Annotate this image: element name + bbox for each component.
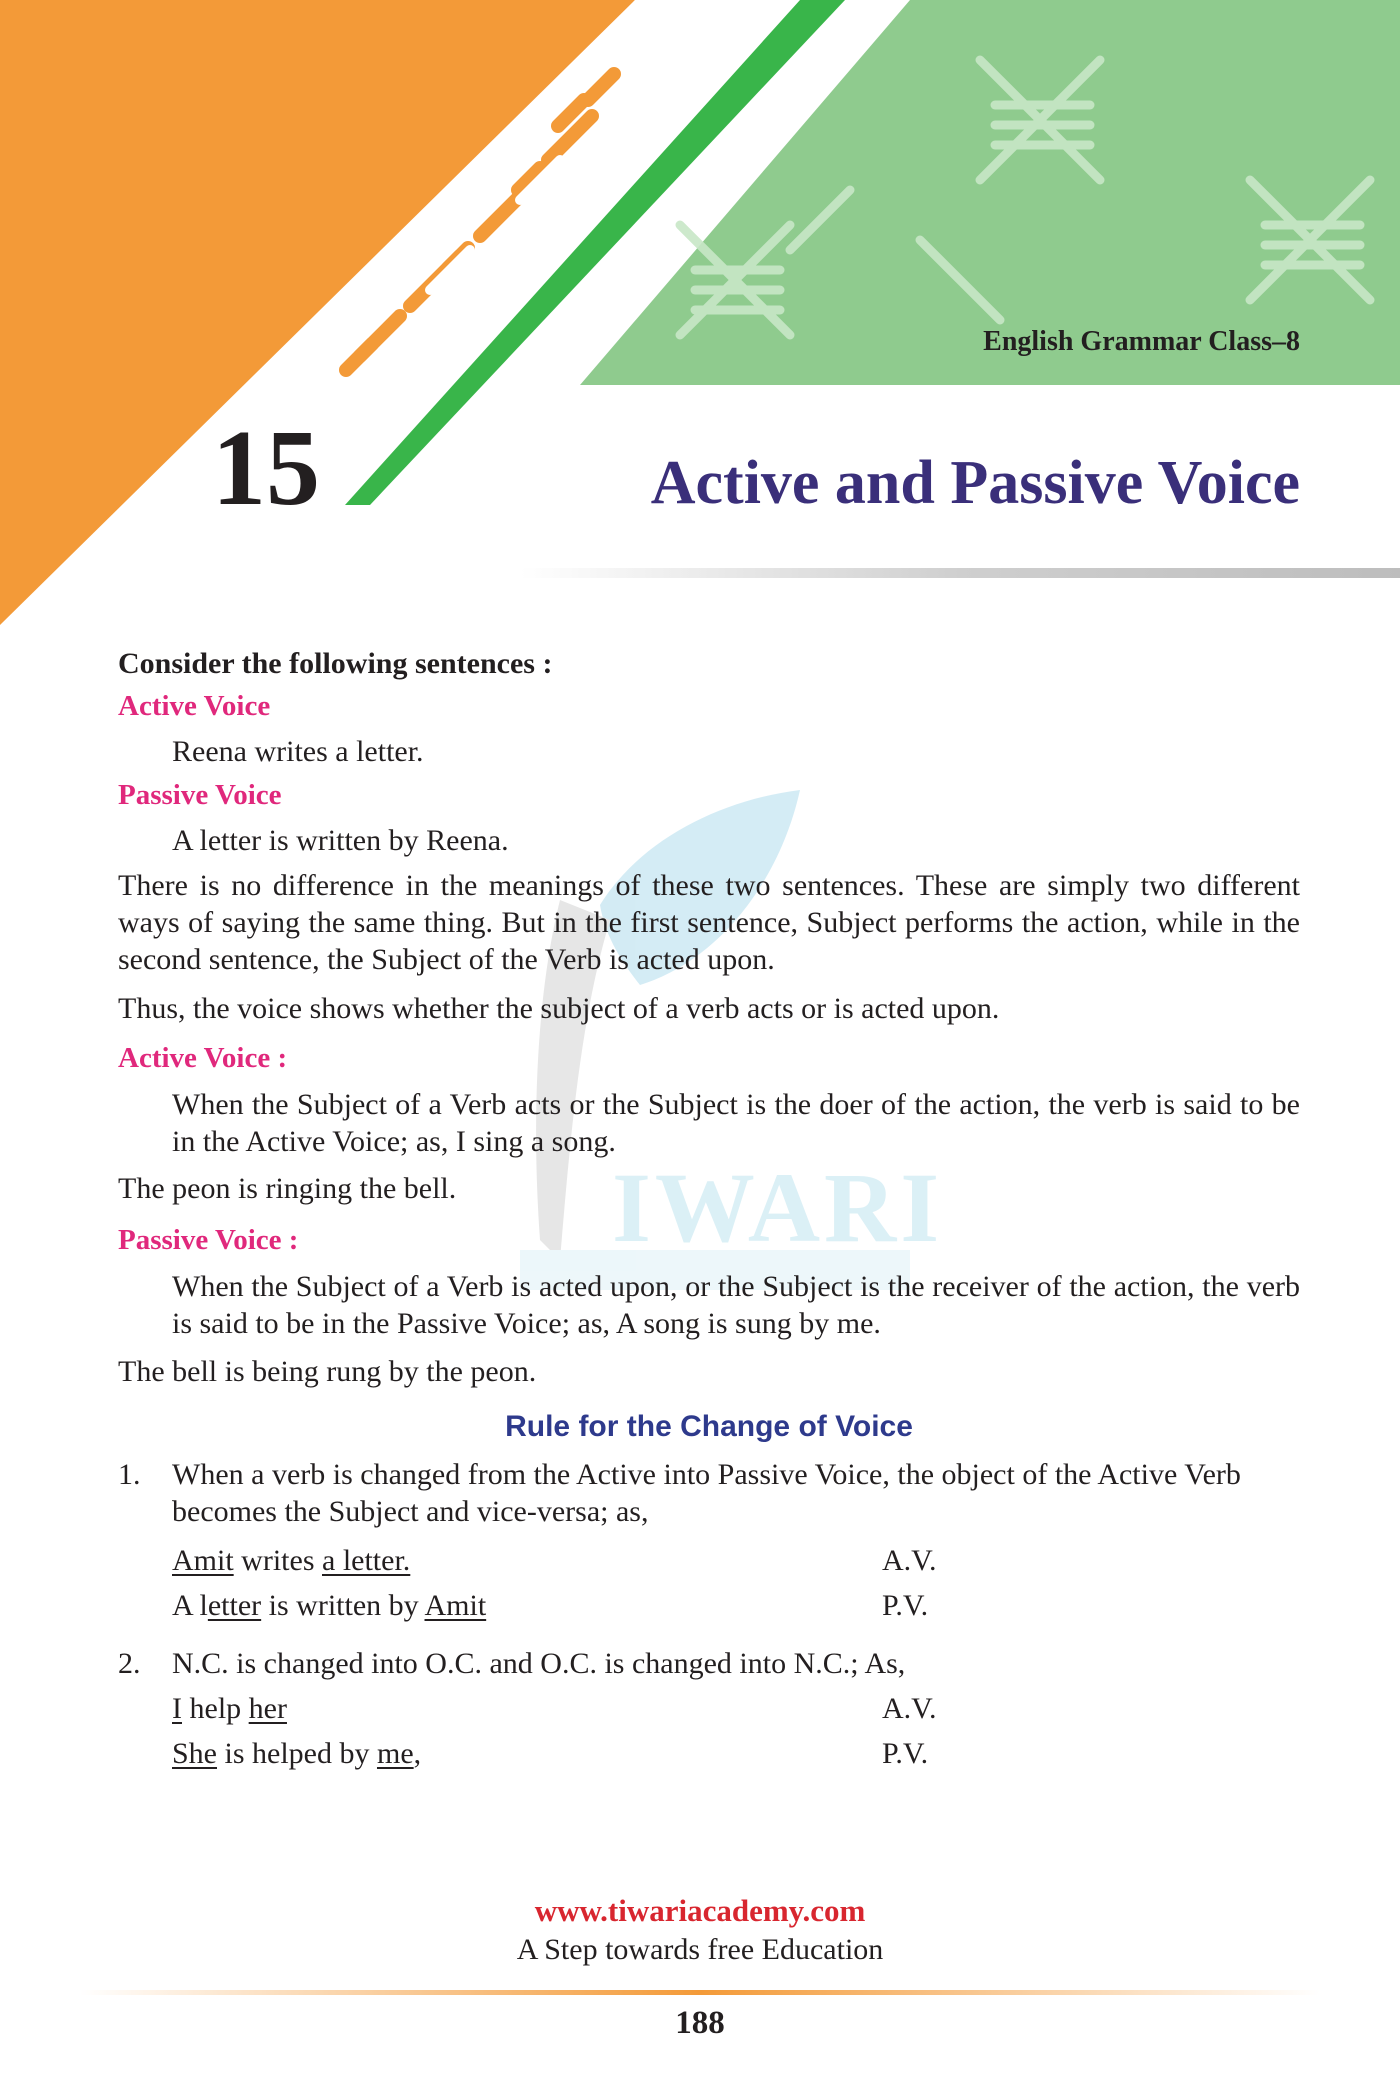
rules-heading: Rule for the Change of Voice bbox=[505, 1410, 913, 1443]
chapter-title: Active and Passive Voice bbox=[650, 449, 1300, 517]
active-voice-heading: Active Voice : bbox=[118, 1042, 288, 1074]
rule-example-passive: She is helped by me, bbox=[172, 1737, 422, 1770]
rule-number: 1. bbox=[118, 1458, 141, 1491]
rule-example-tag: A.V. bbox=[882, 1544, 937, 1577]
passive-voice-heading: Passive Voice : bbox=[118, 1224, 299, 1256]
page-number: 188 bbox=[675, 2005, 725, 2041]
footer-rule bbox=[80, 1990, 1320, 1995]
rule-text: N.C. is changed into O.C. and O.C. is changed into N.C.; As, bbox=[172, 1647, 906, 1680]
rule-text: When a verb is changed from the Active into Passive Voice, the object of the Active Verb becomes the Subject and vice-versa; as, bbox=[172, 1458, 1241, 1528]
website-link[interactable]: www.tiwariacademy.com bbox=[534, 1893, 866, 1928]
rule-example-active: I help her bbox=[172, 1692, 287, 1725]
intro-paragraph: There is no difference in the meanings of these two sentences. These are simply two different ways of saying the same thing. But in the first sentence, Subject performs the action, while in the second sentence, the Subject of the Verb is acted upon. bbox=[118, 869, 1300, 976]
passive-voice-example: A letter is written by Reena. bbox=[172, 824, 509, 857]
watermark-text: IWARI bbox=[612, 1152, 944, 1263]
rule-example-tag: P.V. bbox=[882, 1589, 929, 1622]
rule-example-tag: A.V. bbox=[882, 1692, 937, 1725]
series-label: English Grammar Class–8 bbox=[983, 326, 1300, 357]
footer-slogan: A Step towards free Education bbox=[516, 1933, 884, 1966]
passive-voice-sample: The bell is being rung by the peon. bbox=[118, 1355, 537, 1388]
passive-voice-definition: When the Subject of a Verb is acted upon, or the Subject is the receiver of the action, the verb is said to be in the Passive Voice; as, A song is sung by me. bbox=[172, 1270, 1300, 1340]
active-voice-sample: The peon is ringing the bell. bbox=[118, 1172, 457, 1205]
active-voice-label: Active Voice bbox=[118, 690, 271, 722]
intro-conclusion: Thus, the voice shows whether the subject of a verb acts or is acted upon. bbox=[118, 992, 1000, 1025]
rule-example-tag: P.V. bbox=[882, 1737, 929, 1770]
active-voice-definition: When the Subject of a Verb acts or the Subject is the doer of the action, the verb is said to be in the Active Voice; as, I sing a song. bbox=[172, 1088, 1300, 1158]
intro-lead: Consider the following sentences : bbox=[118, 647, 553, 680]
rule-number: 2. bbox=[118, 1647, 141, 1680]
title-underline bbox=[520, 568, 1400, 578]
passive-voice-label: Passive Voice bbox=[118, 779, 282, 811]
rule-example-active: Amit writes a letter. bbox=[172, 1544, 411, 1577]
chapter-number: 15 bbox=[212, 409, 320, 528]
active-voice-example: Reena writes a letter. bbox=[172, 735, 424, 768]
rule-example-passive: A letter is written by Amit bbox=[172, 1589, 487, 1622]
